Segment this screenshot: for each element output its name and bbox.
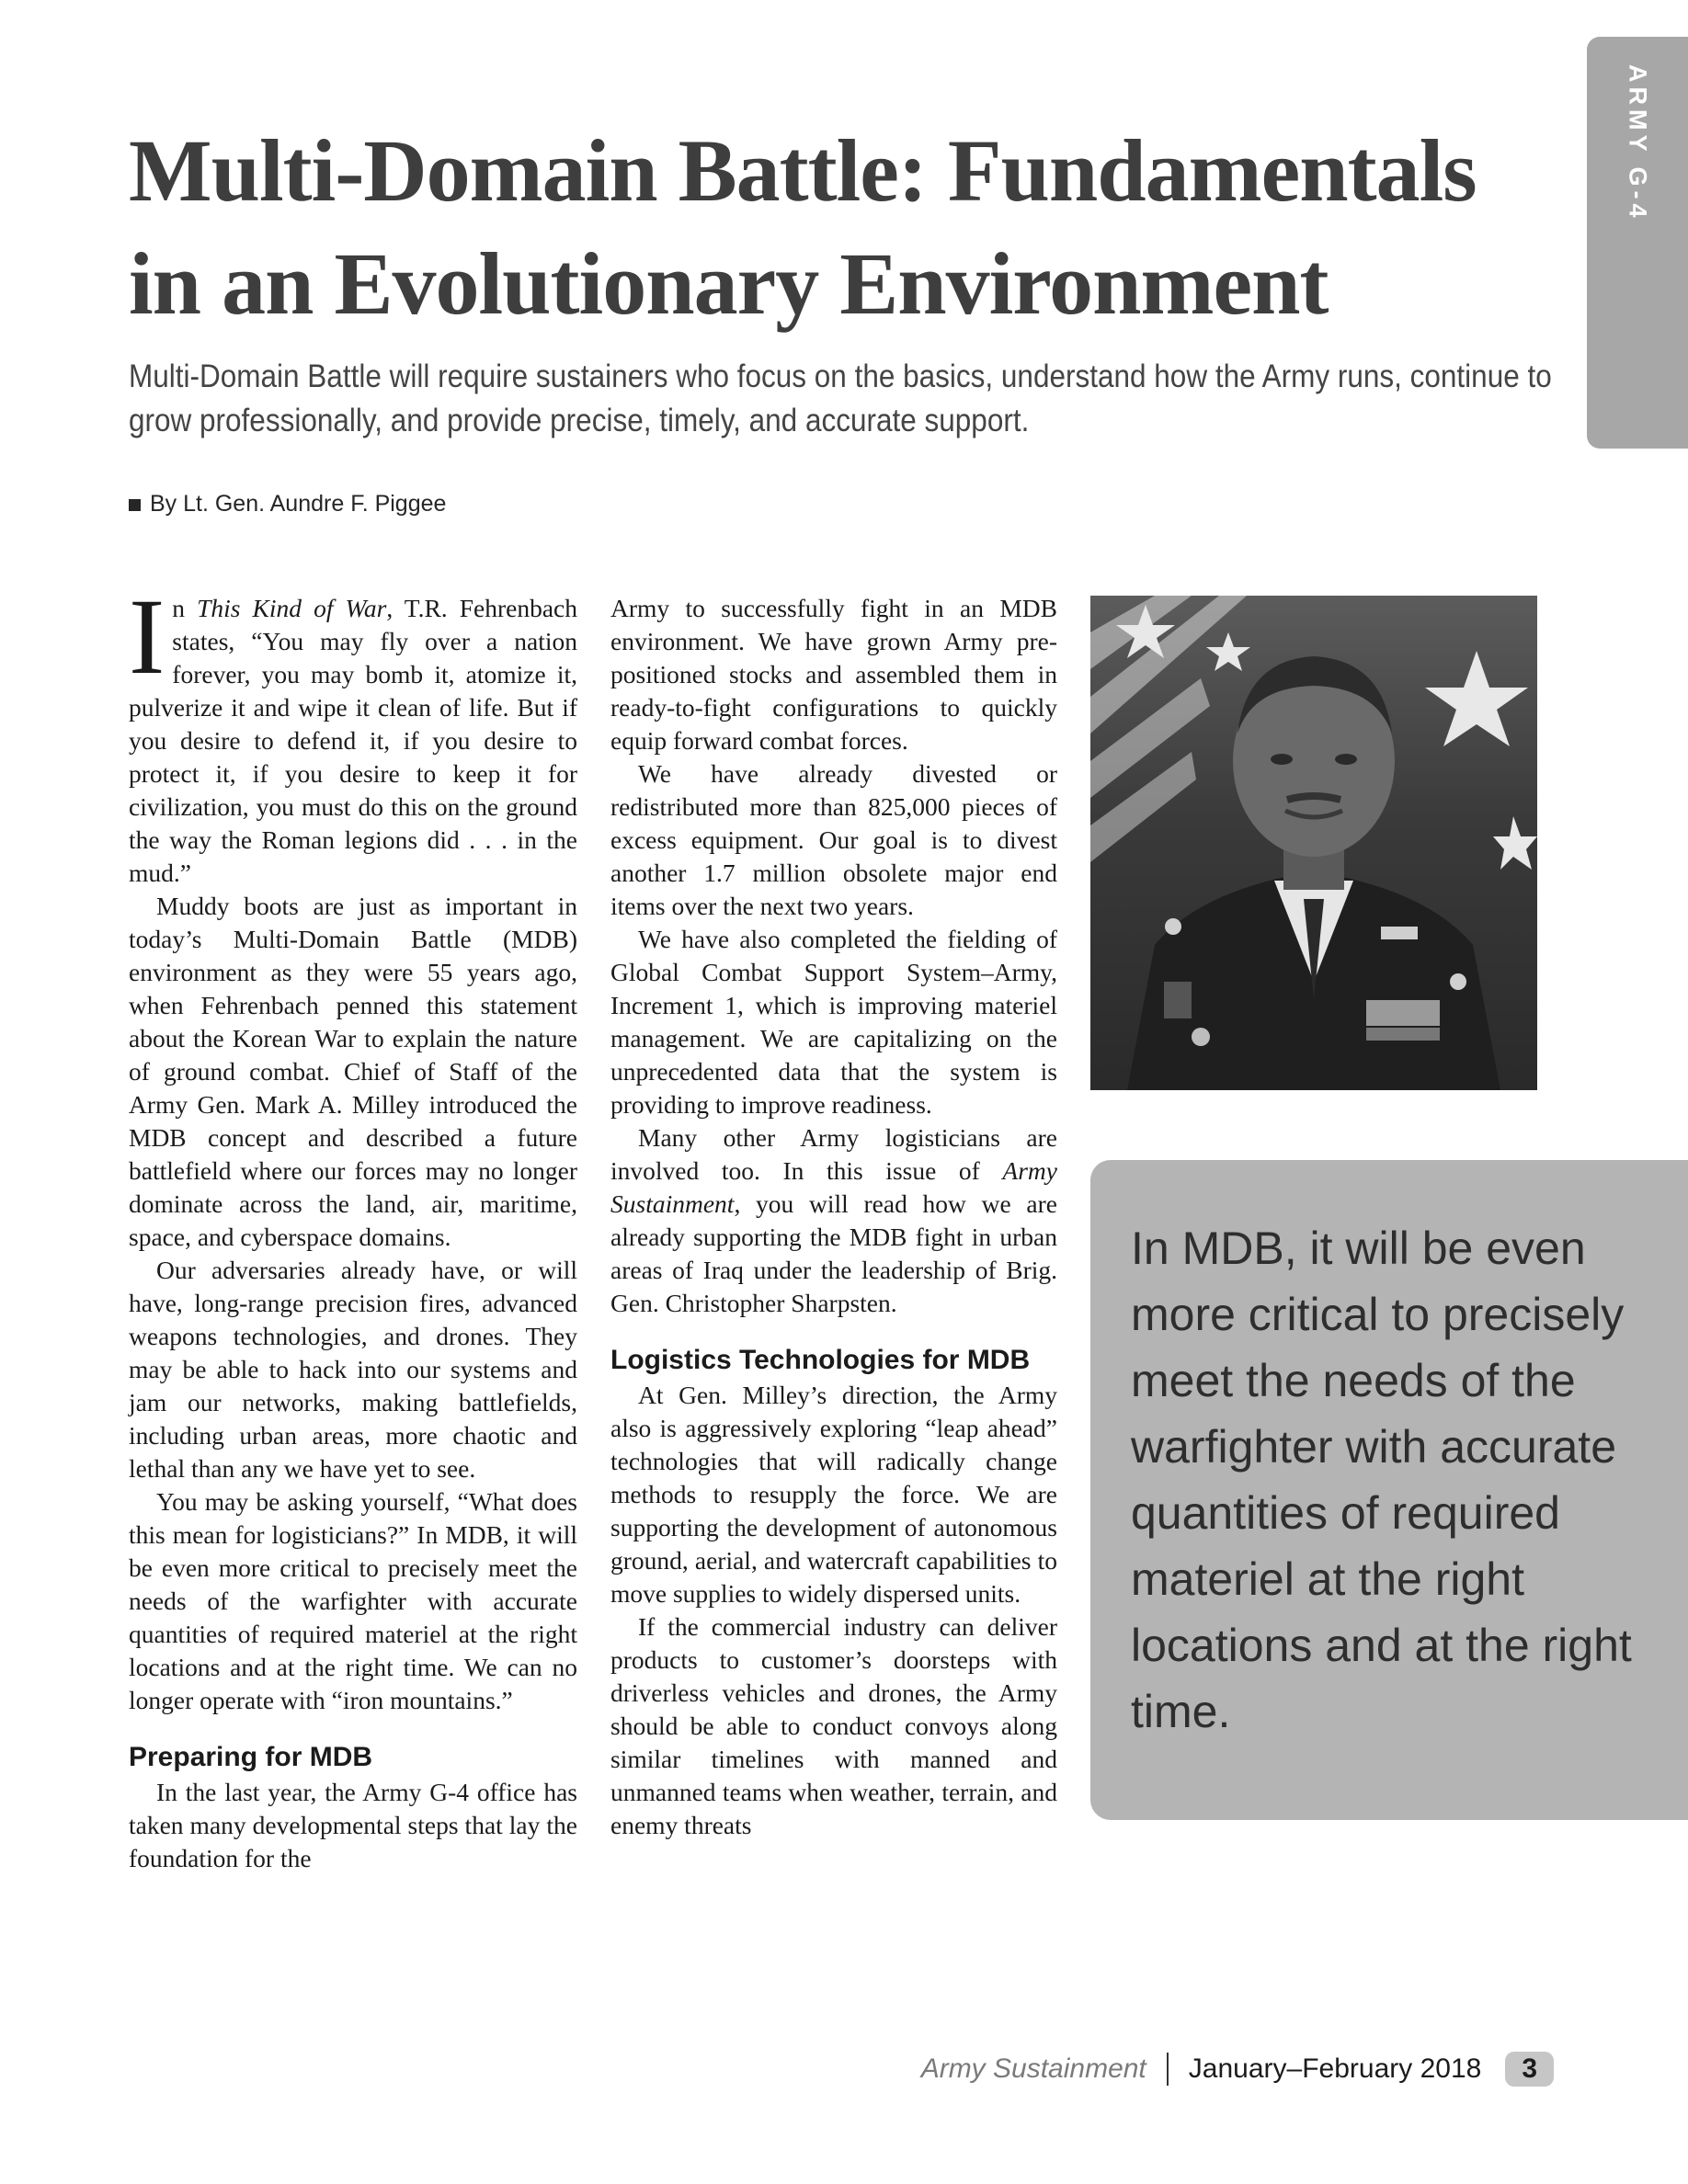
text-column-1 [129,576,577,1875]
byline-text: By Lt. Gen. Aundre F. Piggee [150,491,447,517]
byline [129,491,446,518]
paragraph [129,576,577,890]
paragraph: In the last year, the Army G-4 office has taken many developmental steps that lay the foundation for the [129,1778,577,1872]
footer-magazine: Army Sustainment [920,2053,1146,2084]
bullet-square-icon [129,499,141,511]
title-line-2: in an Evolutionary Environment [129,234,1329,333]
paragraph: Our adversaries already have, or will have, long-range precision fires, advanced weapons technologies, and drones. They may be able to hack into our systems and jam our networks, making battlefields, including urban areas, more chaotic and lethal than any we have yet to see. [129,1256,577,1483]
magazine-title: Army Sustainment [610,1156,1057,1218]
text-run: , you will read how we are already supporting the MDB fight in urban areas of Iraq under the leadership of Brig. Gen. Christopher Sharpsten. [610,1189,1057,1317]
footer-date: January–February 2018 [1188,2053,1482,2084]
subhead: Preparing for MDB [129,1742,373,1772]
drop-cap: I [129,576,165,697]
text-column-2 [610,592,1057,1842]
paragraph: Muddy boots are just as important in today’s Multi-Domain Battle (MDB) environment as they were 55 years ago, when Fehrenbach penned this statement about the Korean War to explain the nature of ground combat. Chief of Staff of the Army Gen. Mark A. Milley introduced the MDB concept and described a future battlefield where our forces may no longer dominate across the land, air, maritime, space, and cyberspace domains. [129,892,577,1251]
article-title [129,114,1563,340]
author-portrait [1090,596,1537,1090]
page-footer [921,2048,1554,2090]
portrait-illustration [1090,596,1537,1090]
title-line-1: Multi-Domain Battle: Fundamentals [129,121,1477,220]
section-tab [1587,37,1688,449]
paragraph: At Gen. Milley’s direction, the Army also is aggressively exploring “leap ahead” technologies that will radically change methods to resupply the force. We are supporting the development of autonomous ground, aerial, and watercraft capabilities to move supplies to widely dispersed units. [610,1381,1057,1608]
subhead: Logistics Technologies for MDB [610,1345,1031,1375]
section-tab-label: ARMY G-4 [1624,64,1652,222]
pull-quote-text: In MDB, it will be even more critical to precisely meet the needs of the warfighter with accurate quantities of required materiel at the right locations and at the right time. [1131,1223,1632,1737]
paragraph [610,1121,1057,1320]
paragraph: If the commercial industry can deliver products to customer’s doorsteps with driverless vehicles and drones, the Army should be able to conduct convoys along similar timelines with manned and unmanned teams when weather, terrain, and enemy threats [610,1612,1057,1839]
paragraph: You may be asking yourself, “What does this mean for logisticians?” In MDB, it will be even more critical to precisely meet the needs of the warfighter with accurate quantities of required materiel at the right locations and at the right time. We can no longer operate with “iron mountains.” [129,1487,577,1714]
paragraph: We have also completed the fielding of Global Combat Support System–Army, Increment 1, which is improving materiel management. We are capitalizing on the unprecedented data that the system is providing to improve readiness. [610,925,1057,1119]
footer-divider [1167,2053,1169,2086]
text-run: Many other Army logisticians are involved too. In this issue of [610,1123,1057,1185]
paragraph: We have already divested or redistributed more than 825,000 pieces of excess equipment. Our goal is to divest another 1.7 million obsolete major end items over the next two years. [610,759,1057,920]
book-title: This Kind of War [197,594,387,622]
text-run: n [172,594,198,622]
article-deck: Multi-Domain Battle will require sustainers who focus on the basics, understand how the Army runs, continue to grow professionally, and provide precise, timely, and accurate support. [129,358,1552,438]
paragraph: Army to successfully fight in an MDB environment. We have grown Army pre-positioned stocks and assembled them in ready-to-fight configurations to quickly equip forward combat forces. [610,594,1057,755]
pull-quote-box [1090,1160,1688,1820]
text-run: , T.R. Fehrenbach states, “You may fly over a nation forever, you may bomb it, atomize it, pulverize it and wipe it clean of life. But if you desire to defend it, if you desire to protect it, if you desire to keep it for civilization, you must do this on the ground the way the Roman legions did . . . in the mud.” [129,594,577,887]
page-number: 3 [1505,2052,1554,2087]
